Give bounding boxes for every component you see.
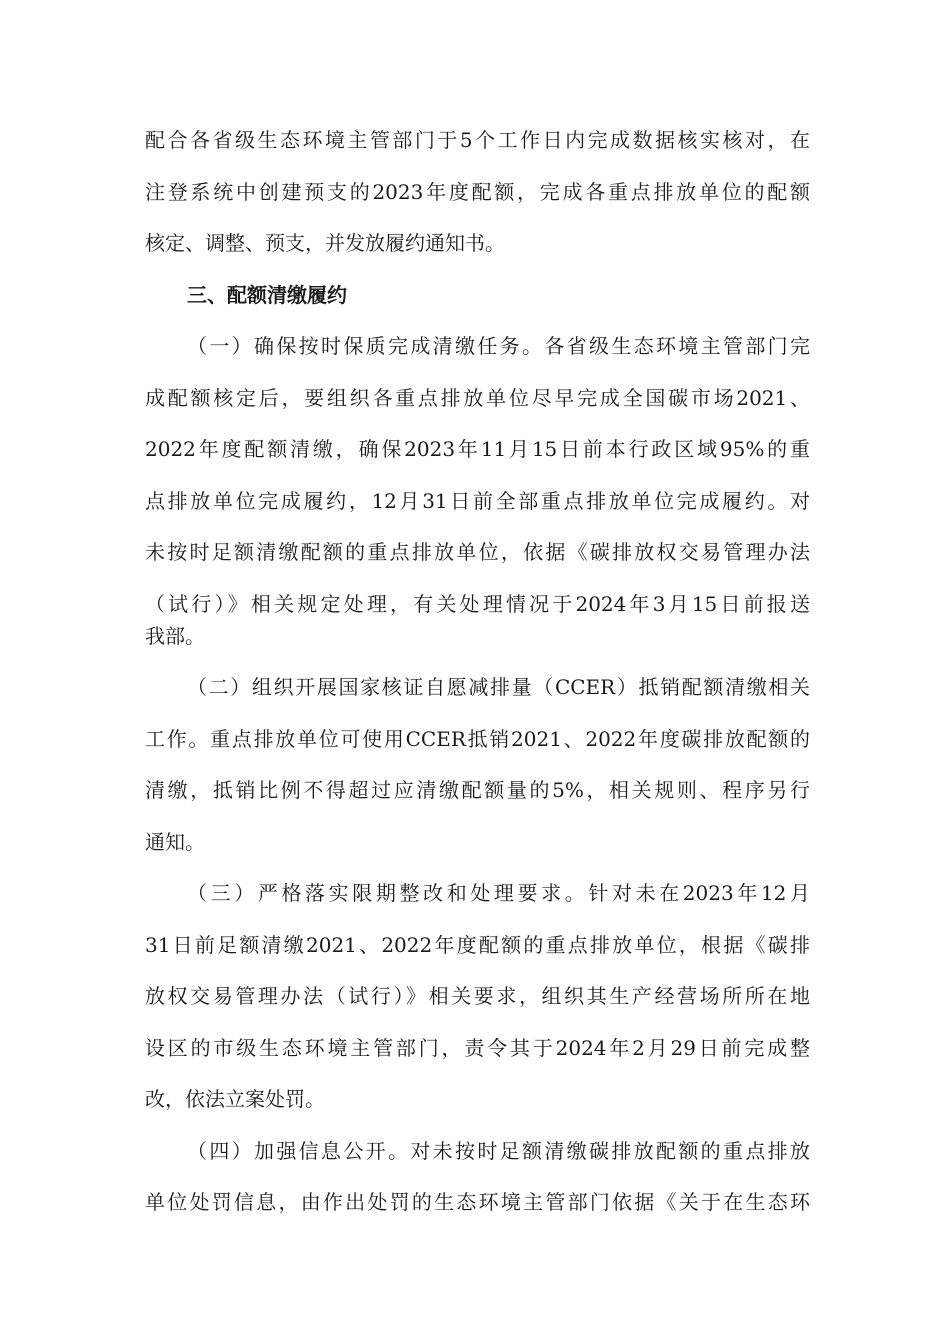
body-text-line: 配合各省级生态环境主管部门于5个工作日内完成数据核实核对，在 [145, 128, 810, 152]
body-text-line: 改，依法立案处罚。 [145, 1087, 325, 1111]
paragraph-first-line: （四）加强信息公开。对未按时足额清缴碳排放配额的重点排放 [187, 1139, 810, 1163]
body-text-line: 设区的市级生态环境主管部门，责令其于2024年2月29日前完成整 [145, 1036, 810, 1060]
paragraph-first-line: （一）确保按时保质完成清缴任务。各省级生态环境主管部门完 [187, 334, 810, 358]
section-heading: 三、配额清缴履约 [187, 283, 347, 307]
body-text-line: 通知。 [145, 830, 205, 854]
body-text-line: 点排放单位完成履约，12月31日前全部重点排放单位完成履约。对 [145, 489, 810, 513]
body-text-line: （试行）》相关规定处理，有关处理情况于2024年3月15日前报送 [145, 592, 810, 616]
body-text-line: 单位处罚信息，由作出处罚的生态环境主管部门依据《关于在生态环 [145, 1190, 810, 1214]
body-text-line: 放权交易管理办法（试行）》相关要求，组织其生产经营场所所在地 [145, 984, 810, 1008]
body-text-line: 核定、调整、预支，并发放履约通知书。 [145, 231, 505, 255]
body-text-line: 31日前足额清缴2021、2022年度配额的重点排放单位，根据《碳排 [145, 933, 810, 957]
body-text-line: 我部。 [145, 624, 205, 648]
body-text-line: 工作。重点排放单位可使用CCER抵销2021、2022年度碳排放配额的 [145, 727, 810, 751]
paragraph-first-line: （二）组织开展国家核证自愿减排量（CCER）抵销配额清缴相关 [187, 675, 810, 699]
body-text-line: 成配额核定后，要组织各重点排放单位尽早完成全国碳市场2021、 [145, 386, 810, 410]
body-text-line: 2022年度配额清缴，确保2023年11月15日前本行政区域95%的重 [145, 437, 810, 461]
body-text-line: 注登系统中创建预支的2023年度配额，完成各重点排放单位的配额 [145, 180, 810, 204]
paragraph-first-line: （三）严格落实限期整改和处理要求。针对未在2023年12月 [187, 881, 810, 905]
body-text-line: 清缴，抵销比例不得超过应清缴配额量的5%，相关规则、程序另行 [145, 778, 810, 802]
body-text-line: 未按时足额清缴配额的重点排放单位，依据《碳排放权交易管理办法 [145, 540, 810, 564]
